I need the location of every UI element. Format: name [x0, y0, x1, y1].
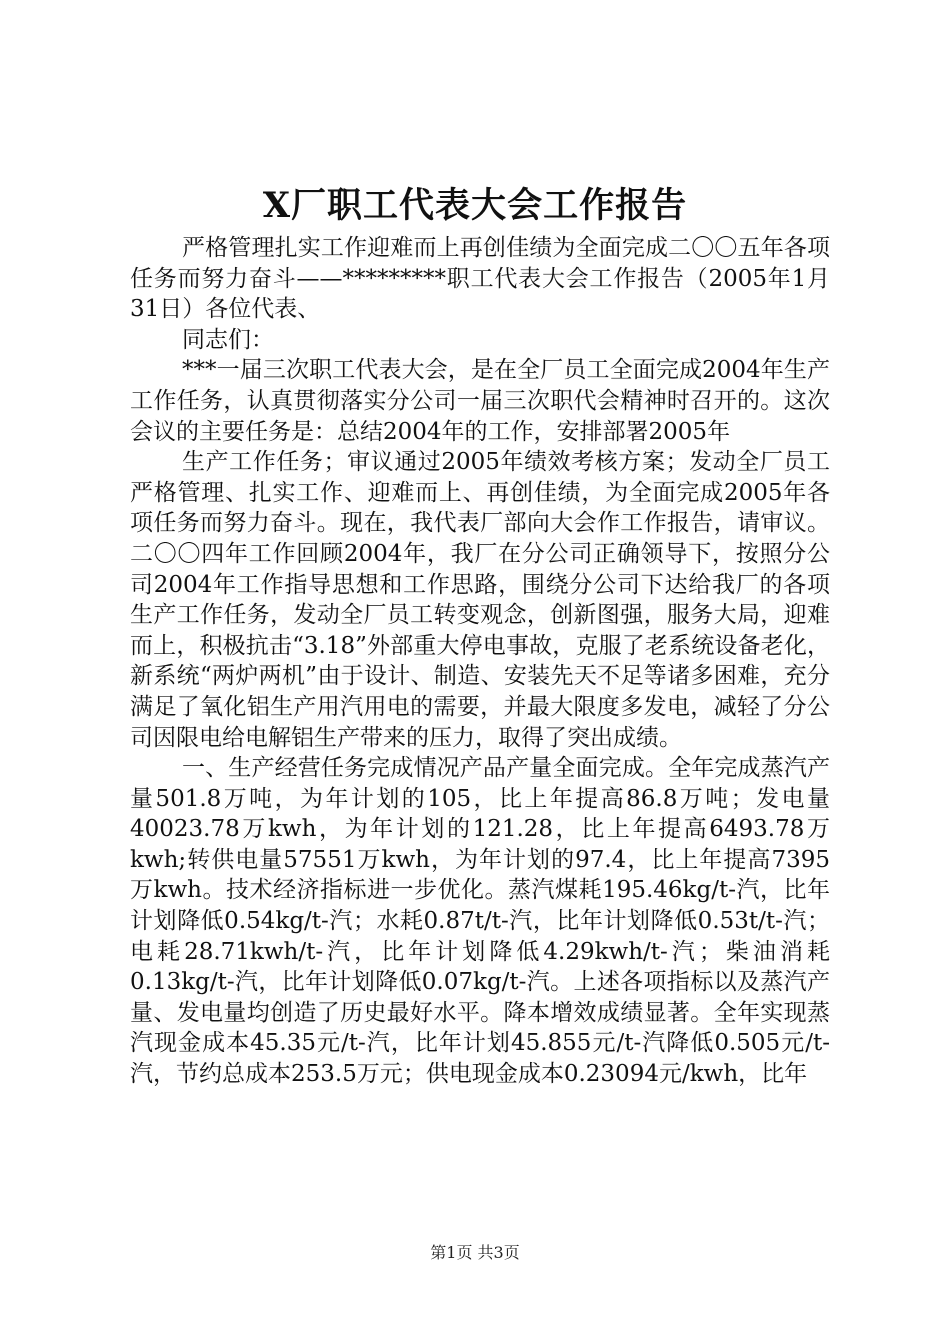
- paragraph-salutation: 同志们：: [182, 326, 274, 353]
- document-title: X厂职工代表大会工作报告: [262, 185, 688, 226]
- paragraph-heading-line: 严格管理扎实工作迎难而上再创佳绩为全面完成二〇〇五年各项任务而努力奋斗——*********职工代表大会工作报告（2005年1月31日）各位代表、: [130, 235, 830, 323]
- page-footer: 第1页 共3页: [430, 1243, 520, 1262]
- paragraph-review: 生产工作任务；审议通过2005年绩效考核方案；发动全厂员工严格管理、扎实工作、迎难而上、再创佳绩，为全面完成2005年各项任务而努力奋斗。现在，我代表厂部向大会作工作报告，请审议。二〇〇四年工作回顾2004年，我厂在分公司正确领导下，按照分公司2004年工作指导思想和工作思路，围绕分公司下达给我厂的各项生产工作任务，发动全厂员工转变观念，创新图强，服务大局，迎难而上，积极抗击“3.18”外部重大停电事故，克服了老系统设备老化，新系统“两炉两机”由于设计、制造、安装先天不足等诸多困难，充分满足了氧化铝生产用汽用电的需要，并最大限度多发电，减轻了分公司因限电给电解铝生产带来的压力，取得了突出成绩。: [130, 449, 830, 751]
- paragraph-meeting-intro: ***一届三次职工代表大会，是在全厂员工全面完成2004年生产工作任务，认真贯彻落实分公司一届三次职代会精神时召开的。这次会议的主要任务是：总结2004年的工作，安排部署2005年: [130, 357, 830, 445]
- paragraph-production-results: 一、生产经营任务完成情况产品产量全面完成。全年完成蒸汽产量501.8万吨，为年计划的105，比上年提高86.8万吨；发电量40023.78万kwh，为年计划的121.28，比上年提高6493.78万kwh;转供电量57551万kwh，为年计划的97.4，比上年提高7395万kwh。技术经济指标进一步优化。蒸汽煤耗195.46kg/t-汽，比年计划降低0.54kg/t-汽；水耗0.87t/t-汽，比年计划降低0.53t/t-汽；电耗28.71kwh/t-汽，比年计划降低4.29kwh/t-汽；柴油消耗0.13kg/t-汽，比年计划降低0.07kg/t-汽。上述各项指标以及蒸汽产量、发电量均创造了历史最好水平。降本增效成绩显著。全年实现蒸汽现金成本45.35元/t-汽，比年计划45.855元/t-汽降低0.505元/t-汽，节约总成本253.5万元；供电现金成本0.23094元/kwh，比年: [130, 755, 830, 1088]
- document-body: [130, 233, 830, 1090]
